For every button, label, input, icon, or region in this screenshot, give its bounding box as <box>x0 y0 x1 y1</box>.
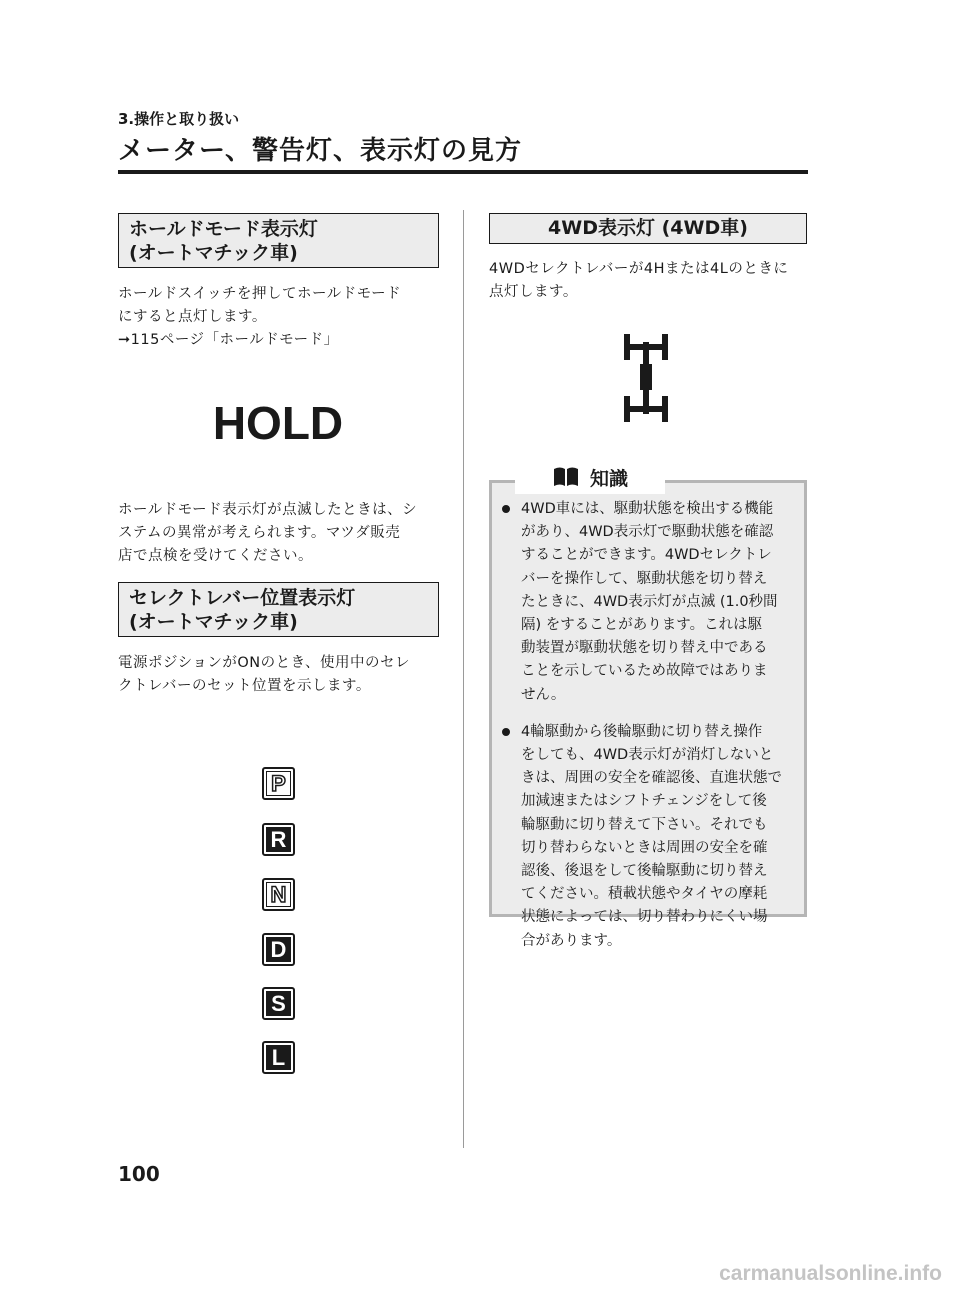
bullet-line: 切り替わらないときは周囲の安全を確 <box>521 839 768 856</box>
info-bullets <box>500 498 802 967</box>
bullet-line: 4輪駆動から後輪駆動に切り替え操作 <box>521 723 763 740</box>
bullet-line: 合があります。 <box>521 932 622 949</box>
bullet-dot <box>502 728 510 736</box>
hold-note-line: 店で点検を受けてください。 <box>118 548 313 564</box>
page-title: メーター、警告灯、表示灯の見方 <box>118 136 522 166</box>
fwd-text-line: 4WDセレクトレバーが4Hまたは4Lのときに <box>489 261 789 277</box>
bullet-line: 状態によっては、切り替わりにくい場 <box>521 909 768 926</box>
fwd-text-line: 点灯します。 <box>489 284 578 300</box>
gear-d-label: D <box>266 937 291 962</box>
select-text-line: 電源ポジションがONのとき、使用中のセレ <box>118 655 411 671</box>
select-section-heading <box>118 582 439 637</box>
bullet-line: バーを操作して、駆動状態を切り替え <box>521 570 768 587</box>
fwd-section-heading: 4WD表示灯 (4WD車) <box>489 213 807 244</box>
title-rule <box>118 170 808 174</box>
bullet-line: 加減速またはシフトチェンジをして後 <box>521 793 767 810</box>
hold-heading-line-1: ホールドモード表示灯 <box>129 218 318 240</box>
info-bullet-item <box>500 721 802 953</box>
gear-p-indicator <box>262 767 295 800</box>
bullet-line: 4WD車には、駆動状態を検出する機能 <box>521 501 774 517</box>
bullet-line: きは、周囲の安全を確認後、直進状態で <box>521 770 782 787</box>
bullet-line: ことを示しているため故障ではありま <box>521 663 768 680</box>
select-heading-line-2: (オートマチック車) <box>129 611 298 633</box>
page-number: 100 <box>118 1162 160 1186</box>
select-description <box>118 652 410 698</box>
bullet-line: てください。積載状態やタイヤの摩耗 <box>521 886 768 903</box>
bullet-line: 動装置が駆動状態を切り替え中である <box>521 640 768 657</box>
hold-text-line: ホールドスイッチを押してホールドモード <box>118 286 402 302</box>
four-wheel-drive-icon <box>620 332 672 424</box>
info-box-header <box>515 460 665 494</box>
gear-d-indicator <box>262 933 295 966</box>
fwd-description <box>489 258 788 304</box>
hold-note <box>118 499 417 568</box>
gear-s-indicator <box>262 987 295 1020</box>
bullet-line: 輪駆動に切り替えて下さい。それでも <box>521 816 768 833</box>
chapter-label: 3.操作と取り扱い <box>118 110 240 128</box>
gear-l-label: L <box>266 1045 291 1070</box>
gear-r-indicator <box>262 823 295 856</box>
gear-s-label: S <box>266 991 291 1016</box>
bullet-line: があり、4WD表示灯で駆動状態を確認 <box>521 524 774 541</box>
select-heading-line-1: セレクトレバー位置表示灯 <box>129 587 356 609</box>
gear-r-label: R <box>266 827 291 852</box>
column-divider <box>463 210 464 1148</box>
hold-heading-line-2: (オートマチック車) <box>129 242 298 264</box>
hold-page-reference: ➞115ページ「ホールドモード」 <box>118 332 339 348</box>
hold-note-line: ホールドモード表示灯が点滅したときは、シ <box>118 502 418 518</box>
bullet-line: をしても、4WD表示灯が消灯しないと <box>521 747 774 764</box>
bullet-line: たときに、4WD表示灯が点滅 (1.0秒間 <box>521 593 778 610</box>
info-box-title: 知識 <box>589 467 628 490</box>
gear-n-label: N <box>266 882 291 907</box>
bullet-line: せん。 <box>521 686 566 703</box>
gear-n-indicator <box>262 878 295 911</box>
bullet-line: 認後、後退をして後輪駆動に切り替え <box>521 863 768 880</box>
hold-note-line: ステムの異常が考えられます。マツダ販売 <box>118 525 401 541</box>
book-icon <box>552 466 580 488</box>
gear-p-label: P <box>266 771 291 796</box>
hold-indicator: HOLD <box>212 397 344 449</box>
gear-l-indicator <box>262 1041 295 1074</box>
footer-watermark[interactable]: carmanualsonline.info <box>719 1262 942 1285</box>
hold-text-line: にすると点灯します。 <box>118 309 267 325</box>
bullet-line: することができます。4WDセレクトレ <box>521 547 772 564</box>
bullet-dot <box>502 505 510 513</box>
bullet-line: 隔) をすることがあります。これは駆 <box>521 617 763 634</box>
select-text-line: クトレバーのセット位置を示します。 <box>118 678 371 694</box>
info-bullet-item <box>500 498 802 707</box>
hold-description <box>118 283 401 352</box>
hold-section-heading <box>118 213 439 268</box>
